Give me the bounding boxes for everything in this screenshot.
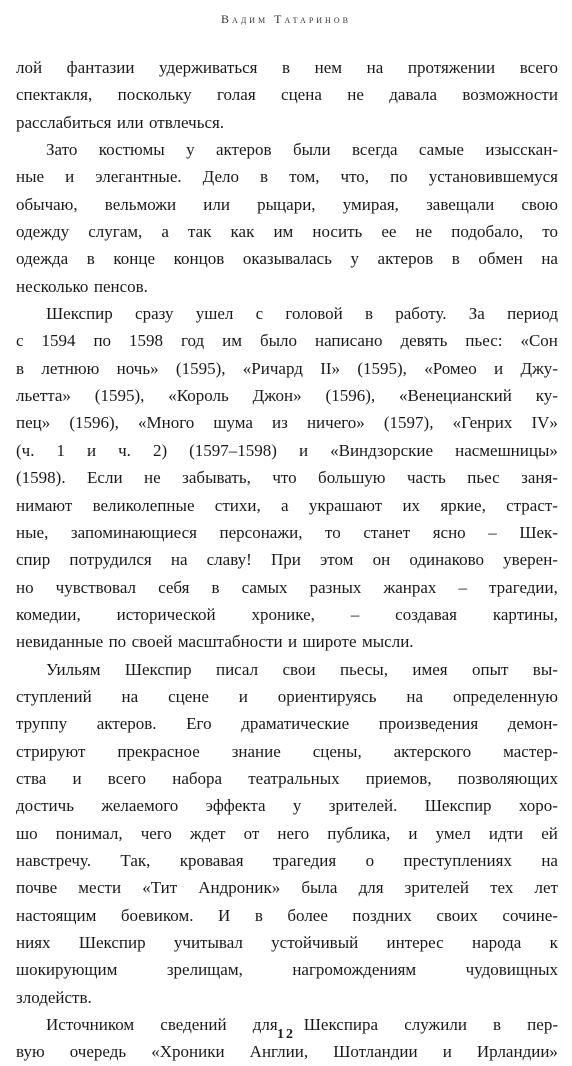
text-line: ступлений на сцене и ориентируясь на определенную [16,686,558,706]
text-line: несколько пенсов. [16,276,148,296]
text-line: расслабиться или отвлечься. [16,112,225,132]
text-line: с 1594 по 1598 год им было написано девять пьес: «Сон [16,331,558,351]
page-number: 12 [277,1027,295,1042]
text-line: навстречу. Так, кровавая трагедия о преступлениях на [16,850,558,870]
text-line: шо понимал, чего ждет от него публика, и умел идти ей [16,823,558,843]
text-line: комедии, исторической хронике, – создавая картины, [16,604,558,624]
text-line: почве мести «Тит Андроник» была для зрителей тех лет [16,878,558,898]
text-line: но чувствовал себя в самых разных жанрах – трагедии, [16,577,558,597]
text-line: нимают великолепные стихи, а украшают их яркие, страст- [16,495,558,515]
text-line: ные, запоминающиеся персонажи, то станет ясно – Шек- [16,522,558,542]
text-line: обычаю, вельможи или рыцари, умирая, завещали свою [16,194,558,214]
text-line: вую очередь «Хроники Англии, Шотландии и Ирландии» [16,1042,558,1062]
body-text [16,54,558,1066]
text-line: спир потрудился на славу! При этом он одинаково уверен- [16,550,558,570]
text-line: Шекспир сразу ушел с головой в работу. За период [46,304,558,324]
text-line: одежда в конце концов оказывалась у актеров в обмен на [16,249,558,269]
text-line: Зато костюмы у актеров были всегда самые изысскан- [46,140,558,160]
text-line: ные и элегантные. Дело в том, что, по установившемуся [16,167,558,187]
text-line: одежду слугам, а так как им носить ее не подобало, то [16,222,558,242]
text-line: (ч. 1 и ч. 2) (1597–1598) и «Виндзорские насмешницы» [16,440,558,460]
text-line: спектакля, поскольку голая сцена не давала возможности [16,85,558,105]
text-line: (1598). Если не забывать, что большую часть пьес заня- [16,468,558,488]
text-line: злодейств. [16,987,92,1007]
text-line: труппу актеров. Его драматические произведения демон- [16,714,558,734]
text-line: ниях Шекспир учитывал устойчивый интерес народа к [16,933,558,952]
text-line: стрируют прекрасное знание сцены, актерского мастер- [16,741,558,761]
text-line: Источником сведений для Шекспира служили в пер- [46,1015,558,1035]
text-line: достичь желаемого эффекта у зрителей. Шекспир хоро- [16,796,558,816]
text-line: льетта» (1595), «Король Джон» (1596), «Венецианский ку- [16,386,558,406]
text-line: настоящим боевиком. И в более поздних своих сочине- [16,905,558,925]
text-line: шокирующим зрелищам, нагромождениям чудовищных [16,960,558,980]
running-head: Вадим Татаринов [221,12,351,26]
text-line: пец» (1596), «Много шума из ничего» (1597), «Генрих IV» [16,413,558,433]
text-line: в летнюю ночь» (1595), «Ричард II» (1595), «Ромео и Джу- [16,358,558,378]
text-line: невиданные по своей масштабности и широте мысли. [16,632,414,652]
text-line: ства и всего набора театральных приемов, позволяющих [16,768,558,788]
text-line: Уильям Шекспир писал свои пьесы, имея опыт вы- [46,659,558,679]
text-line: лой фантазии удерживаться в нем на протяжении всего [16,58,558,77]
